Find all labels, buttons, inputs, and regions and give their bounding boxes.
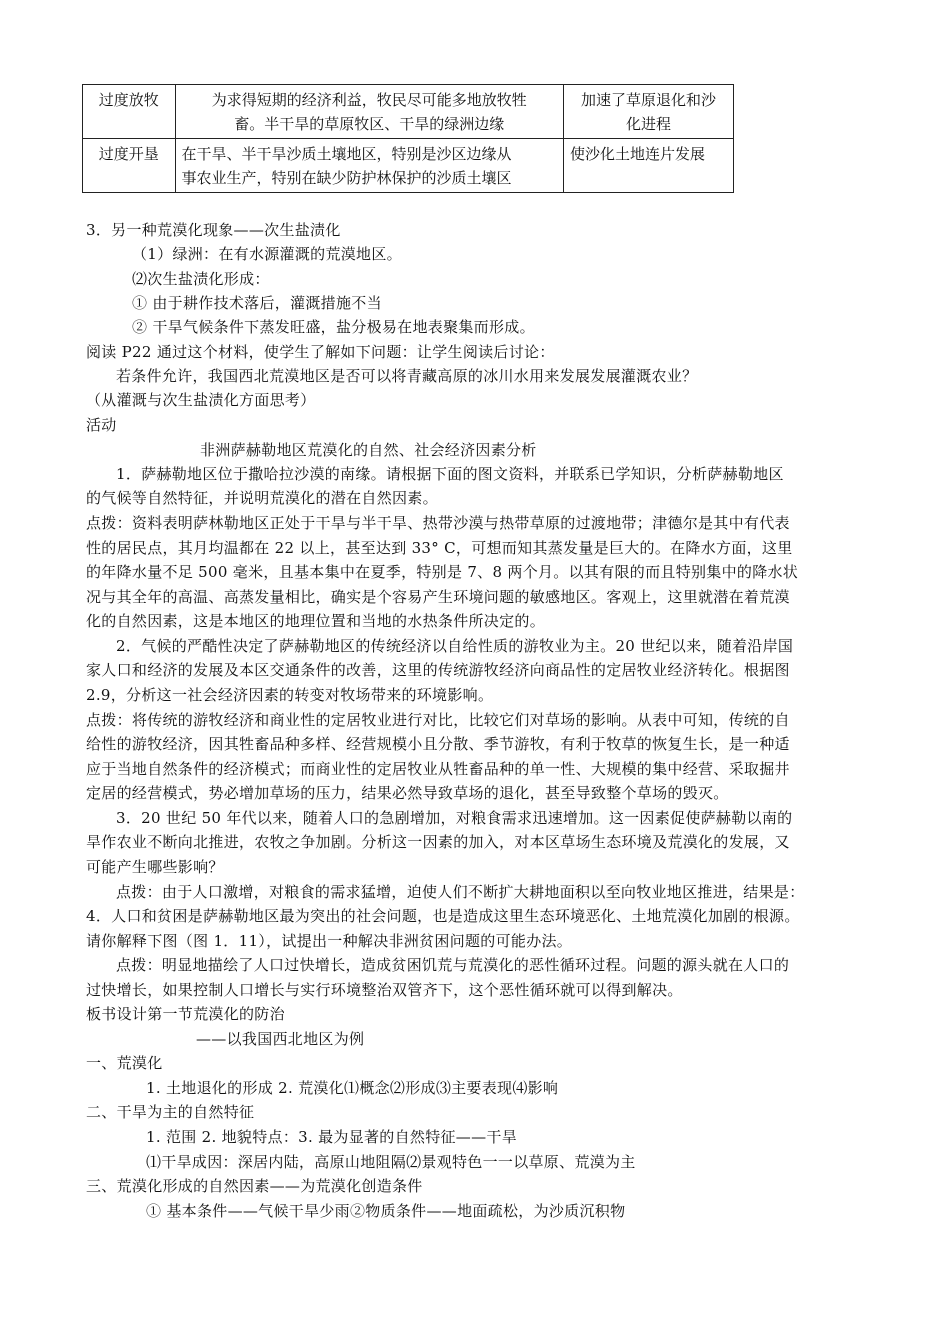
table-row: [83, 85, 734, 139]
cell-text-line: 畜。半干旱的草原牧区、干旱的绿洲边缘: [234, 115, 505, 133]
table-cell-description: [175, 139, 563, 193]
text-line: 化的自然因素，这是本地区的地理位置和当地的水热条件所决定的。: [86, 612, 546, 630]
cell-text-line: 事农业生产，特别在缺少防护林保护的沙质土壤区: [181, 169, 512, 187]
text-line: ⑴干旱成因：深居内陆，高原山地阻隔⑵景观特色一一以草原、荒漠为主: [146, 1153, 636, 1171]
text-line: 1. 土地退化的形成 2. 荒漠化⑴概念⑵形成⑶主要表现⑷影响: [146, 1079, 559, 1097]
table-cell-effect: [564, 85, 734, 139]
text-line: 给性的游牧经济，因其牲畜品种多样、经营规模小且分散、季节游牧，有利于牧草的恢复生长，是一种适: [86, 735, 790, 753]
table-row: [83, 139, 734, 193]
outline-heading: 三、荒漠化形成的自然因素——为荒漠化创造条件: [86, 1177, 423, 1195]
text-line: 点拨：明显地描绘了人口过快增长，造成贫困饥荒与荒漠化的恶性循环过程。问题的源头就在人口的: [116, 956, 790, 974]
text-line: 4．人口和贫困是萨赫勒地区最为突出的社会问题，也是造成这里生态环境恶化、土地荒漠化加剧的根源。: [86, 907, 800, 925]
cell-text-line: 化进程: [626, 115, 672, 133]
text-line: 性的居民点，其月均温都在 22 以上，甚至达到 33° C，可想而知其蒸发量是巨大的。在降水方面，这里: [86, 539, 793, 557]
text-line: ① 基本条件——气候干旱少雨②物质条件——地面疏松，为沙质沉积物: [146, 1202, 626, 1220]
text-line: ⑵次生盐渍化形成：: [132, 270, 270, 288]
text-line: （从灌溉与次生盐渍化方面思考）: [86, 391, 316, 409]
text-line: 活动: [86, 416, 117, 434]
text-line: 家人口和经济的发展及本区交通条件的改善，这里的传统游牧经济向商品性的定居牧业经济转化。根据图: [86, 661, 790, 679]
text-line: 请你解释下图（图 1．11），试提出一种解决非洲贫困问题的可能办法。: [86, 932, 573, 950]
activity-title: 非洲萨赫勒地区荒漠化的自然、社会经济因素分析: [200, 441, 537, 459]
cell-text-line: 使沙化土地连片发展: [570, 145, 706, 163]
text-line: ① 由于耕作技术落后，灌溉措施不当: [132, 294, 382, 312]
text-line: 2.9，分析这一社会经济因素的转变对牧场带来的环境影响。: [86, 686, 494, 704]
text-line: 的气候等自然特征，并说明荒漠化的潜在自然因素。: [86, 489, 438, 507]
section-heading: 3．另一种荒漠化现象——次生盐渍化: [86, 221, 341, 239]
text-line: 1. 范围 2. 地貌特点：3. 最为显著的自然特征——干旱: [146, 1128, 518, 1146]
text-line: 点拨：将传统的游牧经济和商业性的定居牧业进行对比，比较它们对草场的影响。从表中可知，传统的自: [86, 711, 790, 729]
text-line: 1．萨赫勒地区位于撒哈拉沙漠的南缘。请根据下面的图文资料，并联系已学知识，分析萨赫勒地区: [116, 465, 784, 483]
text-line: 若条件允许，我国西北荒漠地区是否可以将青藏高原的冰川水用来发展发展灌溉农业？: [116, 367, 698, 385]
text-line: 可能产生哪些影响？: [86, 858, 224, 876]
cell-text-line: 加速了草原退化和沙: [581, 91, 717, 109]
text-line: 旱作农业不断向北推进，农牧之争加剧。分析这一因素的加入，对本区草场生态环境及荒漠化的发展，又: [86, 833, 790, 851]
table-cell-factor: 过度开垦: [83, 139, 176, 193]
text-line: 点拨：资料表明萨林勒地区正处于干旱与半干旱、热带沙漠与热带草原的过渡地带；津德尔是其中有代表: [86, 514, 790, 532]
text-line: 的年降水量不足 500 毫米，且基本集中在夏季，特别是 7、8 两个月。以其有限的而且特别集中的降水状: [86, 563, 799, 581]
table-cell-description: [175, 85, 563, 139]
table-cell-factor: 过度放牧: [83, 85, 176, 139]
human-factors-table: [82, 84, 734, 193]
cell-text-line: 为求得短期的经济利益，牧民尽可能多地放牧牲: [211, 91, 527, 109]
table-cell-effect: [564, 139, 734, 193]
text-line: 定居的经营模式，势必增加草场的压力，结果必然导致草场的退化，甚至导致整个草场的毁灭。: [86, 784, 729, 802]
cell-text-line: 在干旱、半干旱沙质土壤地区，特别是沙区边缘从: [181, 145, 512, 163]
outline-heading: 二、干旱为主的自然特征: [86, 1103, 255, 1121]
board-design-subtitle: ——以我国西北地区为例: [196, 1030, 365, 1048]
text-line: 况与其全年的高温、高蒸发量相比，确实是个容易产生环境问题的敏感地区。客观上，这里就潜在着荒漠: [86, 588, 790, 606]
text-line: 2．气候的严酷性决定了萨赫勒地区的传统经济以自给性质的游牧业为主。20 世纪以来，随着沿岸国: [116, 637, 794, 655]
text-line: 应于当地自然条件的经济模式；而商业性的定居牧业从牲畜品种的单一性、大规模的集中经营、采取掘井: [86, 760, 790, 778]
board-design-title: 板书设计第一节荒漠化的防治: [86, 1005, 285, 1023]
text-line: 阅读 P22 通过这个材料，使学生了解如下问题：让学生阅读后讨论：: [86, 343, 555, 361]
text-line: 过快增长，如果控制人口增长与实行环境整治双管齐下，这个恶性循环就可以得到解决。: [86, 981, 683, 999]
text-line: ② 干旱气候条件下蒸发旺盛，盐分极易在地表聚集而形成。: [132, 318, 535, 336]
outline-heading: 一、荒漠化: [86, 1054, 163, 1072]
text-line: （1）绿洲：在有水源灌溉的荒漠地区。: [132, 245, 402, 263]
text-line: 3．20 世纪 50 年代以来，随着人口的急剧增加，对粮食需求迅速增加。这一因素促使萨赫勒以南的: [116, 809, 793, 827]
text-line: 点拨：由于人口激增，对粮食的需求猛增，迫使人们不断扩大耕地面积以至向牧业地区推进，结果是：: [116, 883, 805, 901]
